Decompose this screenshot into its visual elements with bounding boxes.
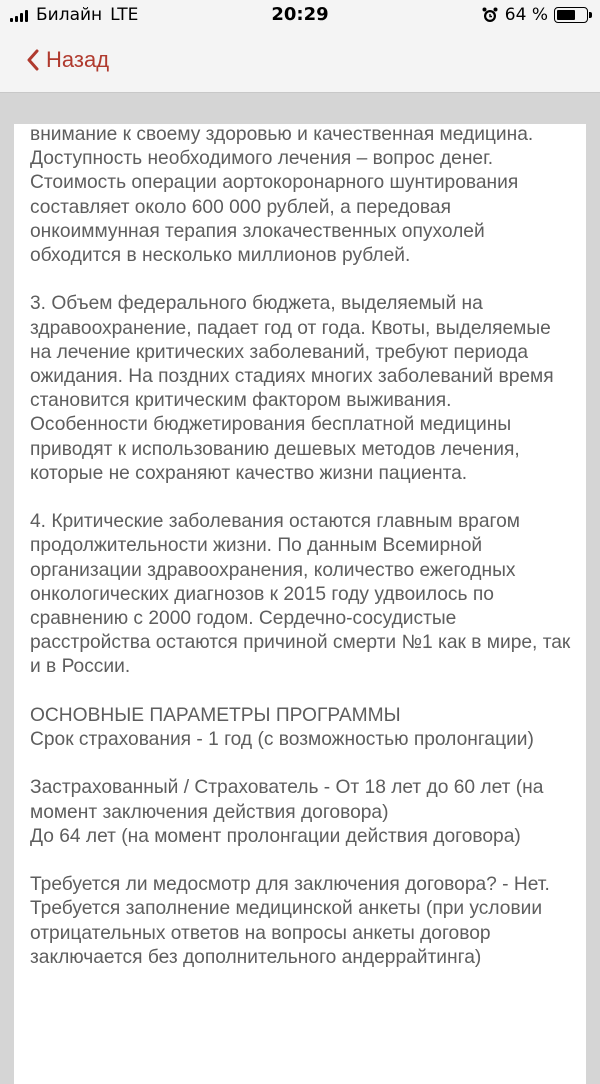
network-type: LTE — [110, 5, 139, 25]
insurance-term: Срок страхования - 1 год (с возможностью пролонгации) — [30, 729, 534, 751]
clock: 20:29 — [271, 4, 329, 25]
section-title: ОСНОВНЫЕ ПАРАМЕТРЫ ПРОГРАММЫ — [30, 704, 401, 726]
back-button-label: Назад — [46, 47, 110, 72]
paragraph-intro: внимание к своему здоровью и качественная медицина. Доступность необходимого лечения – вопрос денег. Стоимость операции аортокоронарного шунтирования составляет около 600 000 рублей, а передовая онкоиммунная терапия злокачественных опухолей обходится в несколько миллионов рублей. — [30, 124, 534, 267]
medical-checkup: Требуется ли медосмотр для заключения договора? - Нет. Требуется заполнение медицинской анкеты (при условии отрицательных ответов на вопросы анкеты договор заключается без дополнительного андеррайтинга) — [30, 874, 550, 968]
navigation-bar — [0, 30, 600, 93]
chevron-left-icon — [26, 49, 40, 71]
article-content — [30, 124, 572, 970]
battery-percent: 64 % — [504, 5, 548, 25]
paragraph-diseases: 4. Критические заболевания остаются главным врагом продолжительности жизни. По данным Всемирной организации здравоохранения, количество ежегодных онкологических диагнозов к 2015 году удвоилось по сравнению с 2000 годом. Сердечно-сосудистые расстройства остаются причиной смерти №1 как в мире, так и в России. — [30, 511, 571, 678]
back-button[interactable] — [26, 47, 109, 73]
alarm-icon — [481, 6, 499, 24]
insured-age: Застрахованный / Страхователь - От 18 лет до 60 лет (на момент заключения действия договора) — [30, 777, 544, 823]
article-card — [14, 124, 586, 1084]
insured-age-extension: До 64 лет (на момент пролонгации действия договора) — [30, 825, 521, 847]
status-bar — [0, 0, 600, 30]
carrier-name: Билайн — [36, 5, 103, 25]
battery-icon — [554, 7, 588, 23]
paragraph-budget: 3. Объем федерального бюджета, выделяемый на здравоохранение, падает год от года. Квоты, выделяемые на лечение критических заболеваний, требуют периода ожидания. На поздних стадиях многих заболеваний время становится критическим фактором выживания. Особенности бюджетирования бесплатной медицины приводят к использованию дешевых методов лечения, которые не сохраняют качество жизни пациента. — [30, 293, 554, 484]
